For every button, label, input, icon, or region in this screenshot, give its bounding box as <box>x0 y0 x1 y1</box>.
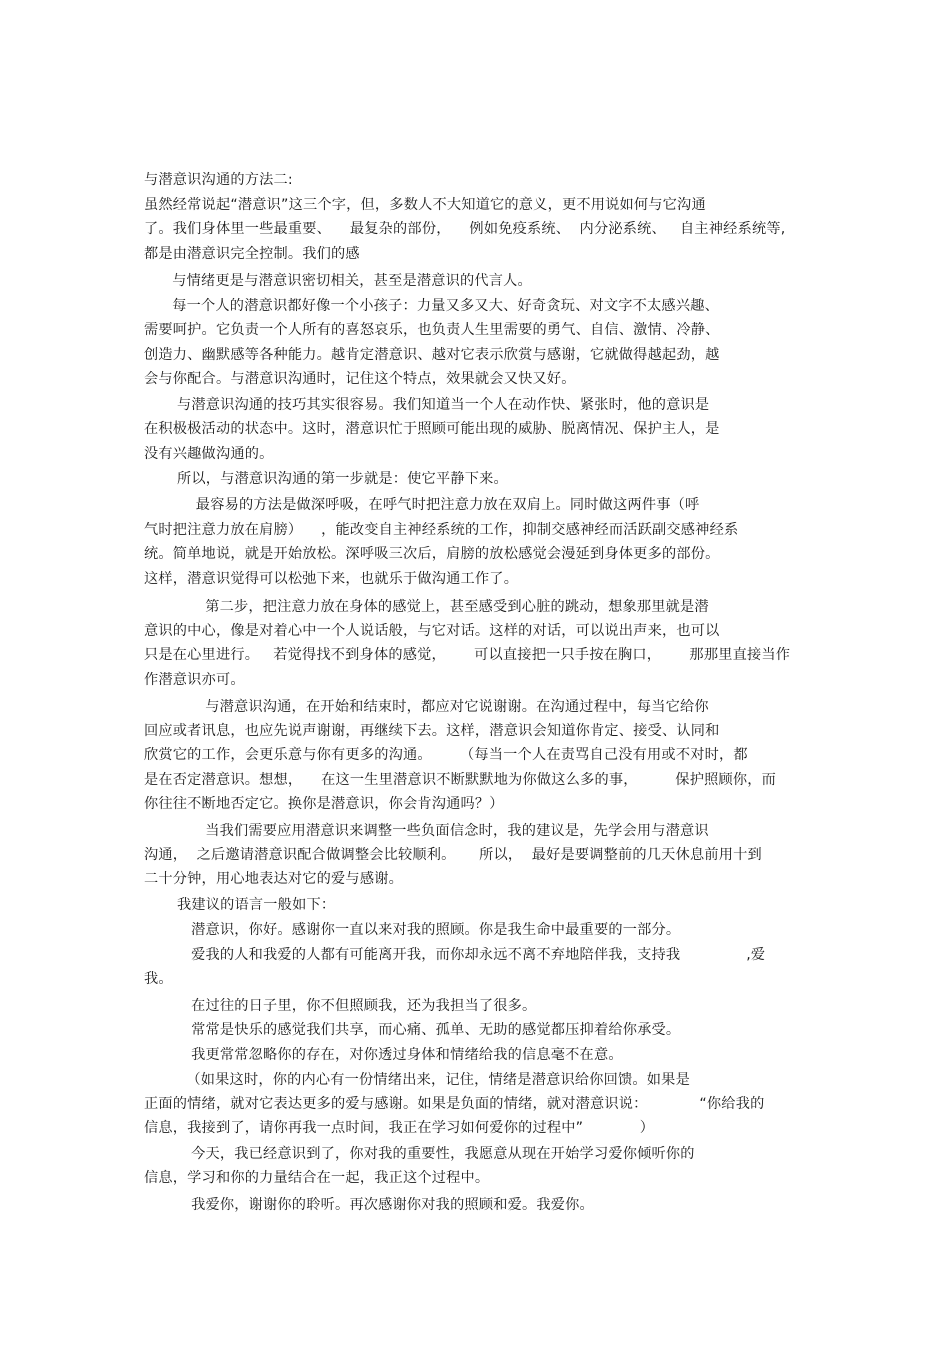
text-line: 都是由潜意识完全控制。我们的感 <box>144 246 360 262</box>
document-title: 与潜意识沟通的方法二: <box>144 172 293 188</box>
text-line: 只是在心里进行。 若觉得找不到身体的感觉， 可以直接把一只手按在胸口， 那那里直接当作 <box>144 647 791 663</box>
text-line: 在积极极活动的状态中。这时，潜意识忙于照顾可能出现的威胁、脱离情况、保护主人，是 <box>144 421 720 437</box>
text-line: 我。 <box>144 971 173 987</box>
text-line: 与情绪更是与潜意识密切相关，甚至是潜意识的代言人。 <box>144 273 532 289</box>
text-line: 最容易的方法是做深呼吸，在呼气时把注意力放在双肩上。同时做这两件事（呼 <box>144 497 700 513</box>
text-line: （如果这时，你的内心有一份情绪出来，记住，情绪是潜意识给你回馈。如果是 <box>144 1072 690 1088</box>
text-line: 我爱你，谢谢你的聆听。再次感谢你对我的照顾和爱。我爱你。 <box>144 1197 594 1213</box>
text-line: 作潜意识亦可。 <box>144 672 245 688</box>
text-line: 欣赏它的工作，会更乐意与你有更多的沟通。 （每当一个人在责骂自己没有用或不对时，都 <box>144 747 748 763</box>
text-line: 是在否定潜意识。想想， 在这一生里潜意识不断默默地为你做这么多的事， 保护照顾你，而 <box>144 772 777 788</box>
text-line: 在过往的日子里，你不但照顾我，还为我担当了很多。 <box>144 998 537 1014</box>
text-line: 所以，与潜意识沟通的第一步就是：使它平静下来。 <box>144 471 508 487</box>
text-line: 信息，学习和你的力量结合在一起，我正这个过程中。 <box>144 1170 490 1186</box>
text-line: 当我们需要应用潜意识来调整一些负面信念时，我的建议是，先学会用与潜意识 <box>144 823 709 839</box>
text-line: 第二步，把注意力放在身体的感觉上，甚至感受到心脏的跳动，想象那里就是潜 <box>144 599 709 615</box>
text-line: 二十分钟，用心地表达对它的爱与感谢。 <box>144 871 403 887</box>
text-line: 潜意识，你好。感谢你一直以来对我的照顾。你是我生命中最重要的一部分。 <box>144 922 681 938</box>
text-line: 了。我们身体里一些最重要、 最复杂的部份， 例如免疫系统、 内分泌系统、 自主神经系统等, <box>144 221 786 237</box>
text-line: 统。简单地说，就是开始放松。深呼吸三次后，肩膀的放松感觉会漫延到身体更多的部份。 <box>144 546 720 562</box>
text-line: 需要呵护。它负责一个人所有的喜怒哀乐，也负责人生里需要的勇气、自信、激情、冷静、 <box>144 322 720 338</box>
text-line: 常常是快乐的感觉我们共享，而心痛、孤单、无助的感觉都压抑着给你承受。 <box>144 1022 681 1038</box>
text-line: 爱我的人和我爱的人都有可能离开我，而你却永远不离不弃地陪伴我，支持我 ,爱 <box>144 947 766 963</box>
text-line: 沟通， 之后邀请潜意识配合做调整会比较顺利。 所以， 最好是要调整前的几天休息前用十到 <box>144 847 762 863</box>
text-line: 与潜意识沟通，在开始和结束时，都应对它说谢谢。在沟通过程中，每当它给你 <box>144 699 709 715</box>
text-line: 我建议的语言一般如下： <box>144 897 336 913</box>
text-line: 正面的情绪，就对它表达更多的爱与感谢。如果是负面的情绪，就对潜意识说： “你给我的 <box>144 1096 765 1112</box>
text-line: 我更常常忽略你的存在，对你透过身体和情绪给我的信息毫不在意。 <box>144 1047 623 1063</box>
text-line: 气时把注意力放在肩膀） ，能改变自主神经系统的工作，抑制交感神经而活跃副交感神经系 <box>144 522 739 538</box>
text-line: 每一个人的潜意识都好像一个小孩子：力量又多又大、好奇贪玩、对文字不太感兴趣、 <box>144 298 719 314</box>
text-line: 今天，我已经意识到了，你对我的重要性，我愿意从现在开始学习爱你倾听你的 <box>144 1146 695 1162</box>
text-line: 你往往不断地否定它。换你是潜意识，你会肯沟通吗？） <box>144 796 504 812</box>
text-line: 没有兴趣做沟通的。 <box>144 446 274 462</box>
text-line: 信息，我接到了，请你再我一点时间，我正在学习如何爱你的过程中” ） <box>144 1120 655 1136</box>
text-line: 这样，潜意识觉得可以松弛下来，也就乐于做沟通工作了。 <box>144 571 519 587</box>
text-line: 会与你配合。与潜意识沟通时，记住这个特点，效果就会又快又好。 <box>144 371 576 387</box>
text-line: 回应或者讯息，也应先说声谢谢，再继续下去。这样，潜意识会知道你肯定、接受、认同和 <box>144 723 720 739</box>
text-line: 创造力、幽默感等各种能力。越肯定潜意识、越对它表示欣赏与感谢，它就做得越起劲，越 <box>144 347 720 363</box>
text-line: 虽然经常说起“潜意识”这三个字，但，多数人不大知道它的意义，更不用说如何与它沟通 <box>144 197 706 213</box>
text-line: 与潜意识沟通的技巧其实很容易。我们知道当一个人在动作快、紧张时，他的意识是 <box>144 397 710 413</box>
text-line: 意识的中心，像是对着心中一个人说话般，与它对话。这样的对话，可以说出声来，也可以 <box>144 623 720 639</box>
